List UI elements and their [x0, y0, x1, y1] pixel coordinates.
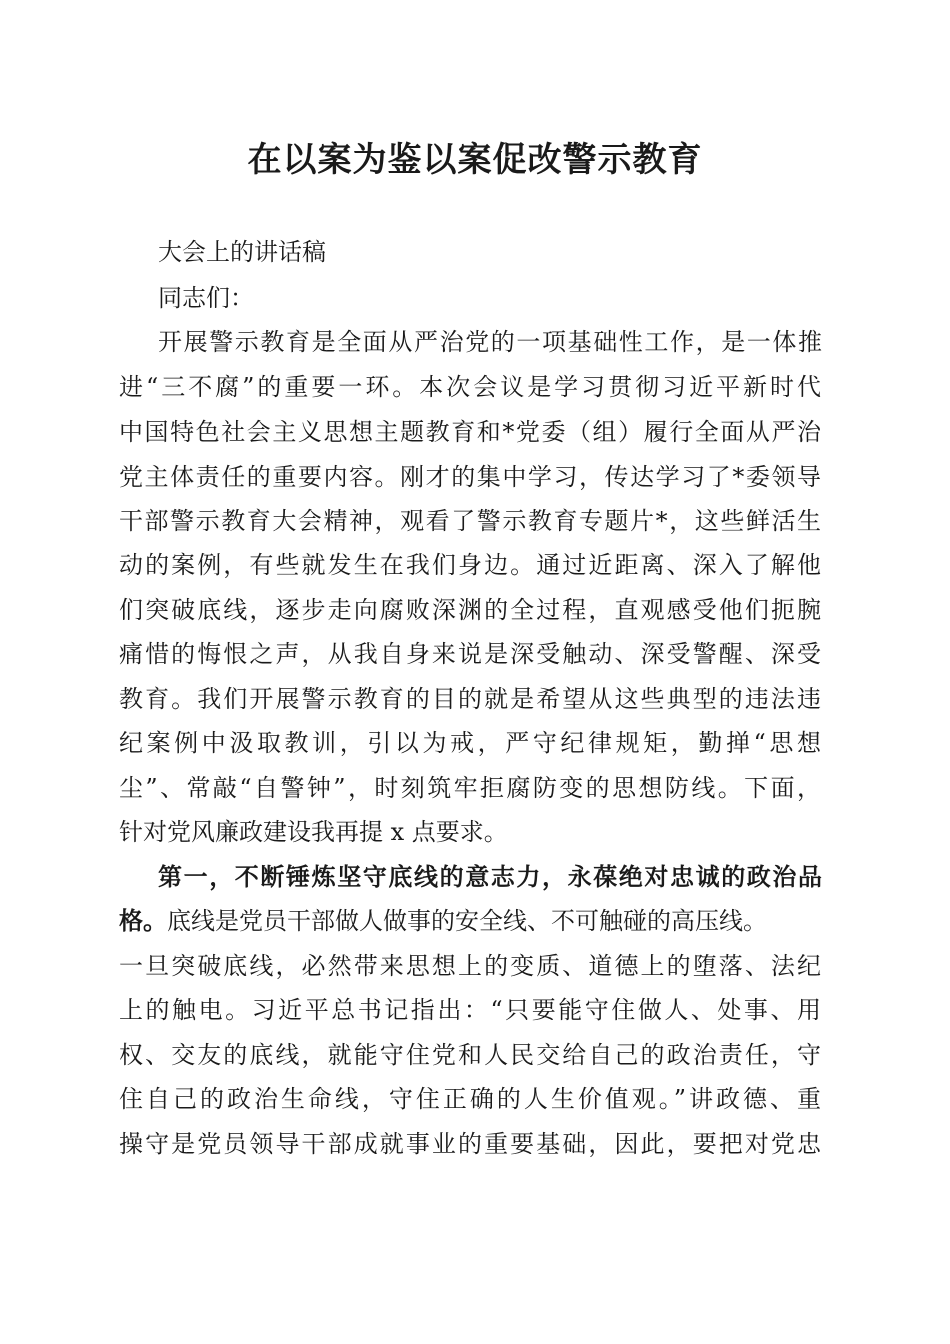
paragraph-1-line: 纪案例中汲取教训，引以为戒，严守纪律规矩，勤掸“思想 — [119, 729, 821, 757]
paragraph-1-line: 针对党风廉政建设我再提 x 点要求。 — [119, 818, 508, 846]
paragraph-1-line: 开展警示教育是全面从严治党的一项基础性工作，是一体推 — [158, 328, 822, 356]
paragraph-1-line: 教育。我们开展警示教育的目的就是希望从这些典型的违法违 — [119, 685, 821, 713]
paragraph-2-line: 一旦突破底线，必然带来思想上的变质、道德上的堕落、法纪 — [119, 952, 821, 980]
paragraph-2-heading: 第一，不断锤炼坚守底线的意志力，永葆绝对忠诚的政治品 — [158, 862, 822, 891]
paragraph-1-line: 痛惜的悔恨之声，从我自身来说是深受触动、深受警醒、深受 — [119, 640, 821, 668]
paragraph-2-line: 住自己的政治生命线，守住正确的人生价值观。”讲政德、重 — [119, 1085, 821, 1113]
paragraph-2-line: 权、交友的底线，就能守住党和人民交给自己的政治责任，守 — [119, 1041, 821, 1069]
paragraph-1-line: 尘”、常敲“自警钟”，时刻筑牢拒腐防变的思想防线。下面， — [119, 774, 821, 802]
paragraph-1-line: 进“三不腐”的重要一环。本次会议是学习贯彻习近平新时代 — [119, 373, 821, 401]
paragraph-1-line: 中国特色社会主义思想主题教育和*党委（组）履行全面从严治 — [119, 418, 821, 446]
paragraph-2-line: 操守是党员领导干部成就事业的重要基础，因此，要把对党忠 — [119, 1130, 821, 1158]
document-subtitle: 大会上的讲话稿 — [158, 238, 326, 266]
document-title: 在以案为鉴以案促改警示教育 — [247, 140, 703, 180]
paragraph-1-line: 党主体责任的重要内容。刚才的集中学习，传达学习了*委领导 — [119, 463, 821, 491]
paragraph-1-line: 干部警示教育大会精神，观看了警示教育专题片*，这些鲜活生 — [119, 507, 821, 535]
salutation: 同志们： — [158, 284, 254, 312]
paragraph-2-line — [0, 901, 950, 941]
paragraph-1-line: 动的案例，有些就发生在我们身边。通过近距离、深入了解他 — [119, 551, 821, 579]
paragraph-2-line-rest: 底线是党员干部做人做事的安全线、不可触碰的高压线。 — [167, 907, 767, 935]
paragraph-2-heading-end: 格。 — [119, 906, 167, 935]
paragraph-1-line: 们突破底线，逐步走向腐败深渊的全过程，直观感受他们扼腕 — [119, 596, 821, 624]
paragraph-2-line: 上的触电。习近平总书记指出：“只要能守住做人、处事、用 — [119, 996, 821, 1024]
